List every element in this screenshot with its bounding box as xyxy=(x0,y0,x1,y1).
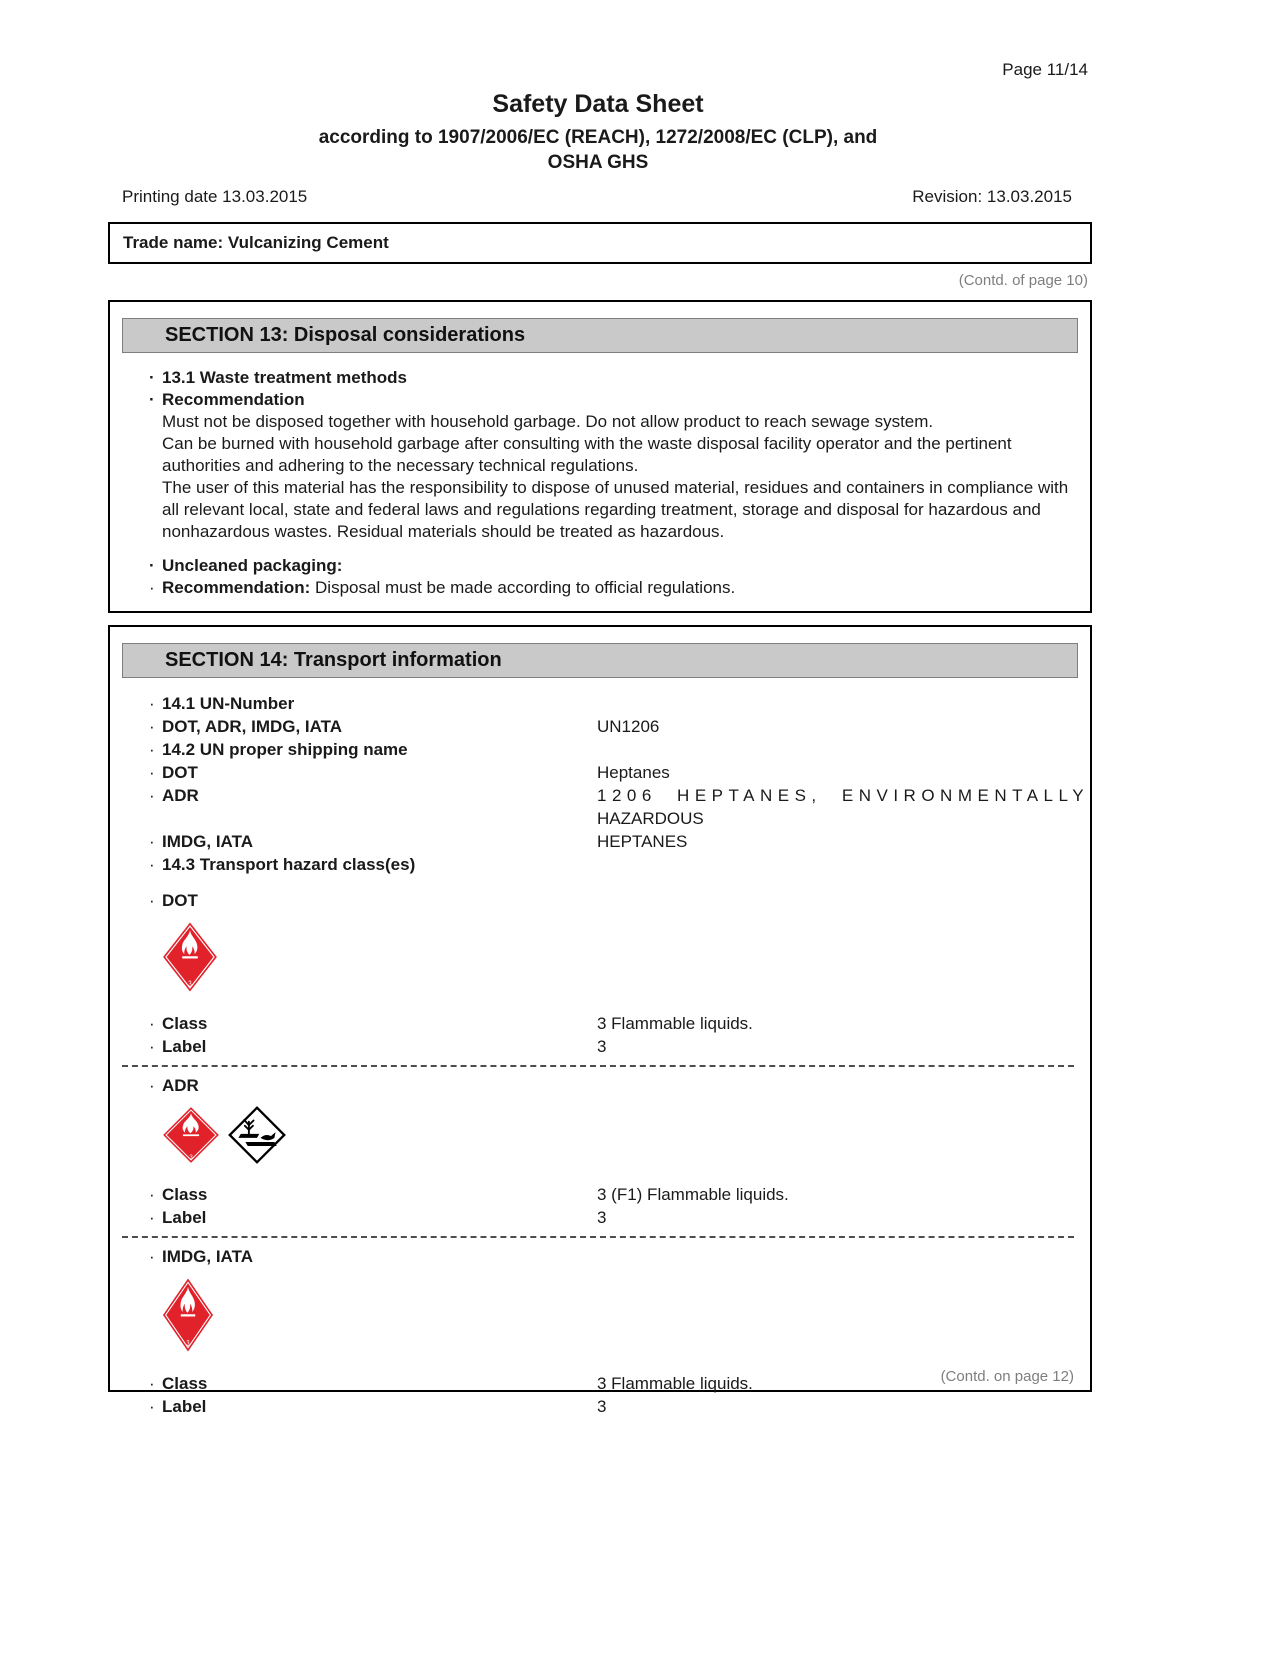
uncleaned-packaging-heading xyxy=(149,555,1074,577)
recommendation-heading xyxy=(149,389,1074,411)
transport-field-row xyxy=(149,738,1074,761)
field-value-line: HAZARDOUS xyxy=(597,809,704,828)
trade-name: Trade name: Vulcanizing Cement xyxy=(123,233,389,252)
bullet-dot: · xyxy=(149,717,155,736)
section-13-box xyxy=(108,300,1092,613)
bullet-dot: · xyxy=(149,1208,155,1227)
field-value: HEPTANES xyxy=(597,832,688,851)
bullet-dot: · xyxy=(149,368,155,387)
field-label: Label xyxy=(162,1208,207,1227)
disposal-paragraph: Can be burned with household garbage after consulting with the waste disposal facility operator and the pertinent authorities and adhering to the necessary technical regulations. xyxy=(162,434,1012,475)
field-value xyxy=(597,853,1074,876)
environment-diamond-icon xyxy=(228,1106,286,1170)
hazard-pictogram-row xyxy=(162,1106,1074,1170)
field-label: Label xyxy=(162,1397,207,1416)
transport-field-row xyxy=(149,853,1074,876)
trade-name-box xyxy=(108,222,1092,264)
hazard-pictogram-row xyxy=(162,1277,1074,1359)
bullet-dot: · xyxy=(149,1076,155,1095)
bullet-dot: · xyxy=(149,1185,155,1204)
bullet-dot: · xyxy=(149,556,155,575)
printing-date: Printing date 13.03.2015 xyxy=(122,187,308,206)
transport-field-row xyxy=(149,1035,1074,1058)
revision-date: Revision: 13.03.2015 xyxy=(912,187,1072,206)
field-value: 3 xyxy=(597,1397,607,1416)
bullet-dot: · xyxy=(149,763,155,782)
field-value: Heptanes xyxy=(597,763,670,782)
field-value: 3 xyxy=(597,1208,607,1227)
bullet-dot: · xyxy=(149,694,155,713)
heading-text: Uncleaned packaging: xyxy=(162,556,343,575)
bullet-dot: · xyxy=(149,1037,155,1056)
disposal-paragraph: The user of this material has the responsibility to dispose of unused material, residues and containers in compliance with all relevant local, state and federal laws and regulations regarding treatment, storage and disposal for hazardous and nonhazardous wastes. Residual materials should be treated as hazardous. xyxy=(162,478,1069,541)
dashed-divider xyxy=(122,1065,1074,1067)
bullet-dot: · xyxy=(149,740,155,759)
transport-field-row xyxy=(149,1183,1074,1206)
field-value: 3 (F1) Flammable liquids. xyxy=(597,1185,789,1204)
transport-field-row xyxy=(149,761,1074,784)
field-value: 3 xyxy=(597,1037,607,1056)
hazard-pictogram-row xyxy=(162,921,1074,999)
field-label: IMDG, IATA xyxy=(162,1247,253,1266)
transport-field-row xyxy=(149,1074,1074,1097)
field-label: Class xyxy=(162,1374,208,1393)
bullet-dot: · xyxy=(149,1374,155,1393)
field-value: UN1206 xyxy=(597,717,660,736)
date-row xyxy=(108,187,1088,207)
transport-field-row xyxy=(149,1012,1074,1035)
recommendation-text: Disposal must be made according to official regulations. xyxy=(315,578,736,597)
flammable-diamond-icon xyxy=(162,1106,220,1170)
transport-field-row xyxy=(149,784,1090,830)
contd-of-page-note: (Contd. of page 10) xyxy=(958,272,1088,289)
transport-field-row xyxy=(149,715,1074,738)
transport-field-row xyxy=(149,1395,1074,1418)
section-14-header: SECTION 14: Transport information xyxy=(122,643,1078,678)
bullet-dot: · xyxy=(149,855,155,874)
field-label: DOT, ADR, IMDG, IATA xyxy=(162,717,343,736)
transport-field-row xyxy=(149,1372,1074,1395)
field-value xyxy=(597,784,1089,830)
page-number: Page 11/14 xyxy=(1002,60,1088,79)
field-value: 3 Flammable liquids. xyxy=(597,1014,753,1033)
transport-field-row xyxy=(149,889,1074,912)
bullet-dot: · xyxy=(149,390,155,409)
bullet-dot: · xyxy=(149,1247,155,1266)
field-label: Class xyxy=(162,1185,208,1204)
field-value xyxy=(597,1245,1074,1268)
field-label: DOT xyxy=(162,891,198,910)
section-13-body xyxy=(149,367,1074,599)
bullet-dot: · xyxy=(149,786,155,805)
transport-field-row xyxy=(149,1245,1074,1268)
heading-text: Recommendation xyxy=(162,390,305,409)
svg-text:3: 3 xyxy=(189,1153,193,1161)
dashed-divider xyxy=(122,1236,1074,1238)
field-value: 3 Flammable liquids. xyxy=(597,1374,753,1393)
transport-field-row xyxy=(149,692,1074,715)
field-label: 14.1 UN-Number xyxy=(162,694,295,713)
bullet-dot: · xyxy=(149,891,155,910)
transport-field-row xyxy=(149,1206,1074,1229)
field-label: Class xyxy=(162,1014,208,1033)
bullet-dot: · xyxy=(149,578,155,597)
field-label: Label xyxy=(162,1037,207,1056)
document-subtitle-line2: OSHA GHS xyxy=(547,152,649,173)
disposal-paragraph: Must not be disposed together with household garbage. Do not allow product to reach sewage system. xyxy=(162,412,934,431)
section-13-header: SECTION 13: Disposal considerations xyxy=(122,318,1078,353)
bullet-dot: · xyxy=(149,1397,155,1416)
svg-text:3: 3 xyxy=(186,1339,190,1349)
field-label: IMDG, IATA xyxy=(162,832,253,851)
flammable-diamond-dot-icon xyxy=(162,921,218,999)
waste-treatment-heading xyxy=(149,367,1074,389)
bullet-dot: · xyxy=(149,832,155,851)
field-value xyxy=(597,738,1074,761)
bullet-dot: · xyxy=(149,1014,155,1033)
section-14-body xyxy=(149,692,1090,1418)
field-label: 14.2 UN proper shipping name xyxy=(162,740,408,759)
field-value xyxy=(597,889,1074,912)
field-label: DOT xyxy=(162,763,198,782)
field-value xyxy=(597,1074,1074,1097)
section-14-box xyxy=(108,625,1092,1416)
document-subtitle-line1: according to 1907/2006/EC (REACH), 1272/2008/EC (CLP), and xyxy=(318,127,878,148)
uncleaned-recommendation-row xyxy=(149,577,1074,599)
field-value-line: 1206 HEPTANES, ENVIRONMENTALLY xyxy=(597,786,1090,805)
contd-on-page-note: (Contd. on page 12) xyxy=(940,1368,1074,1385)
document-title: Safety Data Sheet xyxy=(492,90,704,118)
transport-field-row xyxy=(149,830,1074,853)
field-value xyxy=(597,692,1074,715)
field-label: 14.3 Transport hazard class(es) xyxy=(162,855,416,874)
recommendation-label: Recommendation: xyxy=(162,578,311,597)
flammable-diamond-tall-icon xyxy=(162,1277,214,1359)
field-label: ADR xyxy=(162,1076,199,1095)
heading-text: 13.1 Waste treatment methods xyxy=(162,368,407,387)
field-label: ADR xyxy=(162,786,199,805)
svg-text:3: 3 xyxy=(188,979,192,989)
